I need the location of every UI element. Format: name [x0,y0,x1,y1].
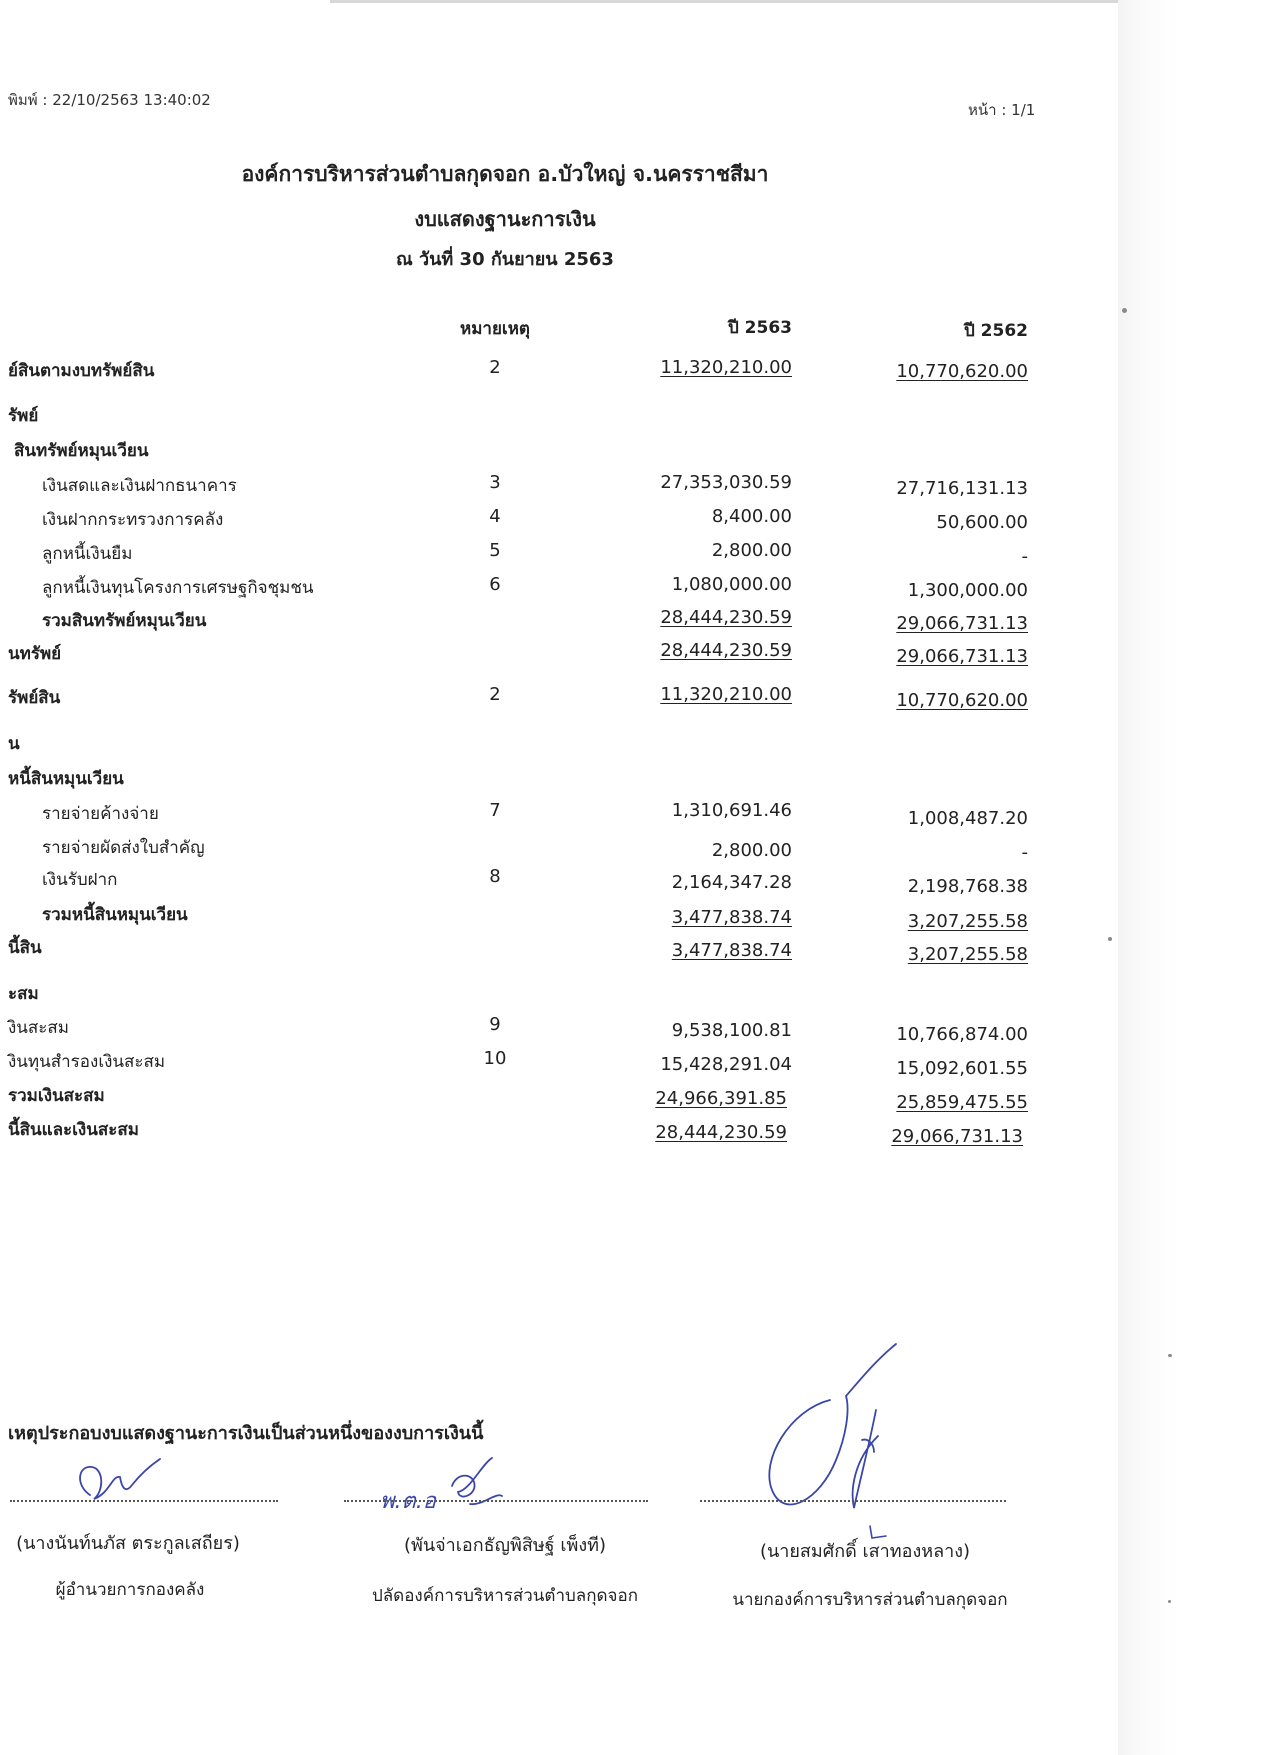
row-label: รวมสินทรัพย์หมุนเวียน [42,611,207,631]
signatory-title-2: ปลัดองค์การบริหารส่วนตำบลกุดจอก [371,1586,639,1606]
row-value-2563: 8,400.00 [711,506,792,527]
table-row [0,1082,1080,1113]
signature-2-text: พ.ต.อ [380,1489,436,1514]
row-label: เงินสดและเงินฝากธนาคาร [42,476,237,496]
row-value-2562: 1,300,000.00 [907,580,1028,601]
row-label: งินสะสม [8,1018,70,1038]
row-note: 6 [489,574,501,595]
row-value-2563: 2,164,347.28 [671,872,792,893]
table-row [0,506,1080,534]
row-label: สินทรัพย์หมุนเวียน [14,441,149,461]
signatory-title-3: นายกองค์การบริหารส่วนตำบลกุดจอก [732,1590,1008,1610]
table-row [0,574,1080,602]
table-row [0,765,1080,793]
row-value-2562: 27,716,131.13 [896,478,1028,499]
row-value-2562: 50,600.00 [936,512,1028,533]
scan-speck [1168,1600,1171,1603]
row-value-2562: 10,770,620.00 [896,690,1028,711]
row-value-2562: 10,766,874.00 [896,1024,1028,1045]
row-value-2563: 27,353,030.59 [660,472,792,493]
table-row [0,472,1080,500]
scan-speck [1108,937,1112,941]
row-note: 2 [489,357,501,378]
row-value-2563: 11,320,210.00 [660,357,792,378]
footer-note: เหตุประกอบงบแสดงฐานะการเงินเป็นส่วนหนึ่งของงบการเงินนี้ [8,1423,484,1444]
table-row [0,901,1080,932]
statement-date: ณ วันที่ 30 กันยายน 2563 [396,249,614,270]
print-date: พิมพ์ : 22/10/2563 13:40:02 [8,91,211,109]
row-label: งินทุนสำรองเงินสะสม [8,1052,166,1072]
row-label: นทรัพย์ [8,644,62,664]
row-label: ลูกหนี้เงินยืม [42,544,133,564]
row-value-2563: 24,966,391.85 [655,1088,787,1109]
signature-2-icon [374,1452,524,1522]
table-row [0,684,1080,712]
signature-line-3 [700,1500,1006,1502]
row-label: รายจ่ายค้างจ่าย [42,804,159,824]
row-value-2563: 3,477,838.74 [671,940,792,961]
row-value-2562: 3,207,255.58 [907,944,1028,965]
row-value-2562: 29,066,731.13 [891,1126,1023,1147]
table-row [0,800,1080,828]
row-label: ย์สินตามงบทรัพย์สิน [8,361,155,381]
page-number: หน้า : 1/1 [968,101,1036,119]
scan-right-edge [1118,0,1276,1755]
row-value-2563: 9,538,100.81 [671,1020,792,1041]
row-value-2563: 1,080,000.00 [671,574,792,595]
signature-1-icon [70,1455,190,1515]
row-note: 4 [489,506,501,527]
row-value-2563: 28,444,230.59 [660,607,792,628]
row-value-2563: 15,428,291.04 [660,1054,792,1075]
signatory-name-1: (นางนันท์นภัส ตระกูลเสถียร) [16,1533,240,1554]
row-note: 10 [483,1048,507,1069]
signature-3-icon [750,1340,930,1550]
table-row [0,980,1080,1008]
column-header-year-2563: ปี 2563 [727,318,792,338]
row-label: รายจ่ายผัดส่งใบสำคัญ [42,838,205,858]
row-value-2562: 29,066,731.13 [896,646,1028,667]
table-row [0,934,1080,965]
table-row [0,540,1080,568]
row-label: รัพย์สิน [8,688,61,708]
table-row [0,357,1080,385]
row-note: 2 [489,684,501,705]
row-label: นี้สิน [8,938,42,958]
signatory-name-3: (นายสมศักดิ์ เสาทองหลาง) [759,1541,971,1562]
row-label: หนี้สินหมุนเวียน [8,769,124,789]
row-label: น [8,734,20,754]
row-note: 9 [489,1014,501,1035]
row-label: รัพย์ [8,406,39,426]
row-value-2562: 10,770,620.00 [896,361,1028,382]
table-row [0,607,1080,635]
signature-line-2 [344,1500,648,1502]
row-value-2562: 29,066,731.13 [896,613,1028,634]
scan-speck [1168,1354,1172,1357]
table-row [0,1116,1080,1147]
row-value-2562: 15,092,601.55 [896,1058,1028,1079]
row-value-2562: 1,008,487.20 [907,808,1028,829]
row-value-2562: 2,198,768.38 [907,876,1028,897]
row-label: เงินฝากกระทรวงการคลัง [42,510,224,530]
row-value-2562: - [1021,546,1028,567]
row-value-2562: - [1021,842,1028,863]
row-value-2563: 3,477,838.74 [671,907,792,928]
table-row [0,1014,1080,1045]
row-label: รวมเงินสะสม [8,1086,105,1106]
row-label: เงินรับฝาก [42,870,118,890]
organization-title: องค์การบริหารส่วนตำบลกุดจอก อ.บัวใหญ่ จ.นครราชสีมา [241,162,769,186]
table-row [0,640,1080,668]
table-row [0,1048,1080,1079]
row-label: ะสม [8,984,39,1004]
signatory-title-1: ผู้อำนวยการกองคลัง [55,1580,205,1600]
column-header-year-2562: ปี 2562 [963,321,1028,341]
signature-line-1 [10,1500,278,1502]
row-value-2562: 25,859,475.55 [896,1092,1028,1113]
statement-title: งบแสดงฐานะการเงิน [414,207,596,231]
table-row [0,437,1080,465]
row-label: นี้สินและเงินสะสม [8,1120,139,1140]
row-note: 5 [489,540,501,561]
row-value-2562: 3,207,255.58 [907,911,1028,932]
row-value-2563: 2,800.00 [711,840,792,861]
row-value-2563: 28,444,230.59 [655,1122,787,1143]
row-label: ลูกหนี้เงินทุนโครงการเศรษฐกิจชุมชน [42,578,314,598]
row-note: 8 [489,866,501,887]
row-value-2563: 28,444,230.59 [660,640,792,661]
row-value-2563: 1,310,691.46 [671,800,792,821]
row-note: 7 [489,800,501,821]
row-label: รวมหนี้สินหมุนเวียน [42,905,188,925]
table-row [0,402,1080,430]
row-value-2563: 2,800.00 [711,540,792,561]
row-value-2563: 11,320,210.00 [660,684,792,705]
table-row [0,866,1080,897]
table-row [0,730,1080,758]
scan-speck [1122,308,1127,313]
row-note: 3 [489,472,501,493]
column-header-note: หมายเหตุ [460,319,530,339]
signatory-name-2: (พันจ่าเอกธัญพิสิษฐ์ เพ็งที) [403,1535,607,1556]
scan-top-edge [330,0,1120,3]
table-row [0,834,1080,862]
